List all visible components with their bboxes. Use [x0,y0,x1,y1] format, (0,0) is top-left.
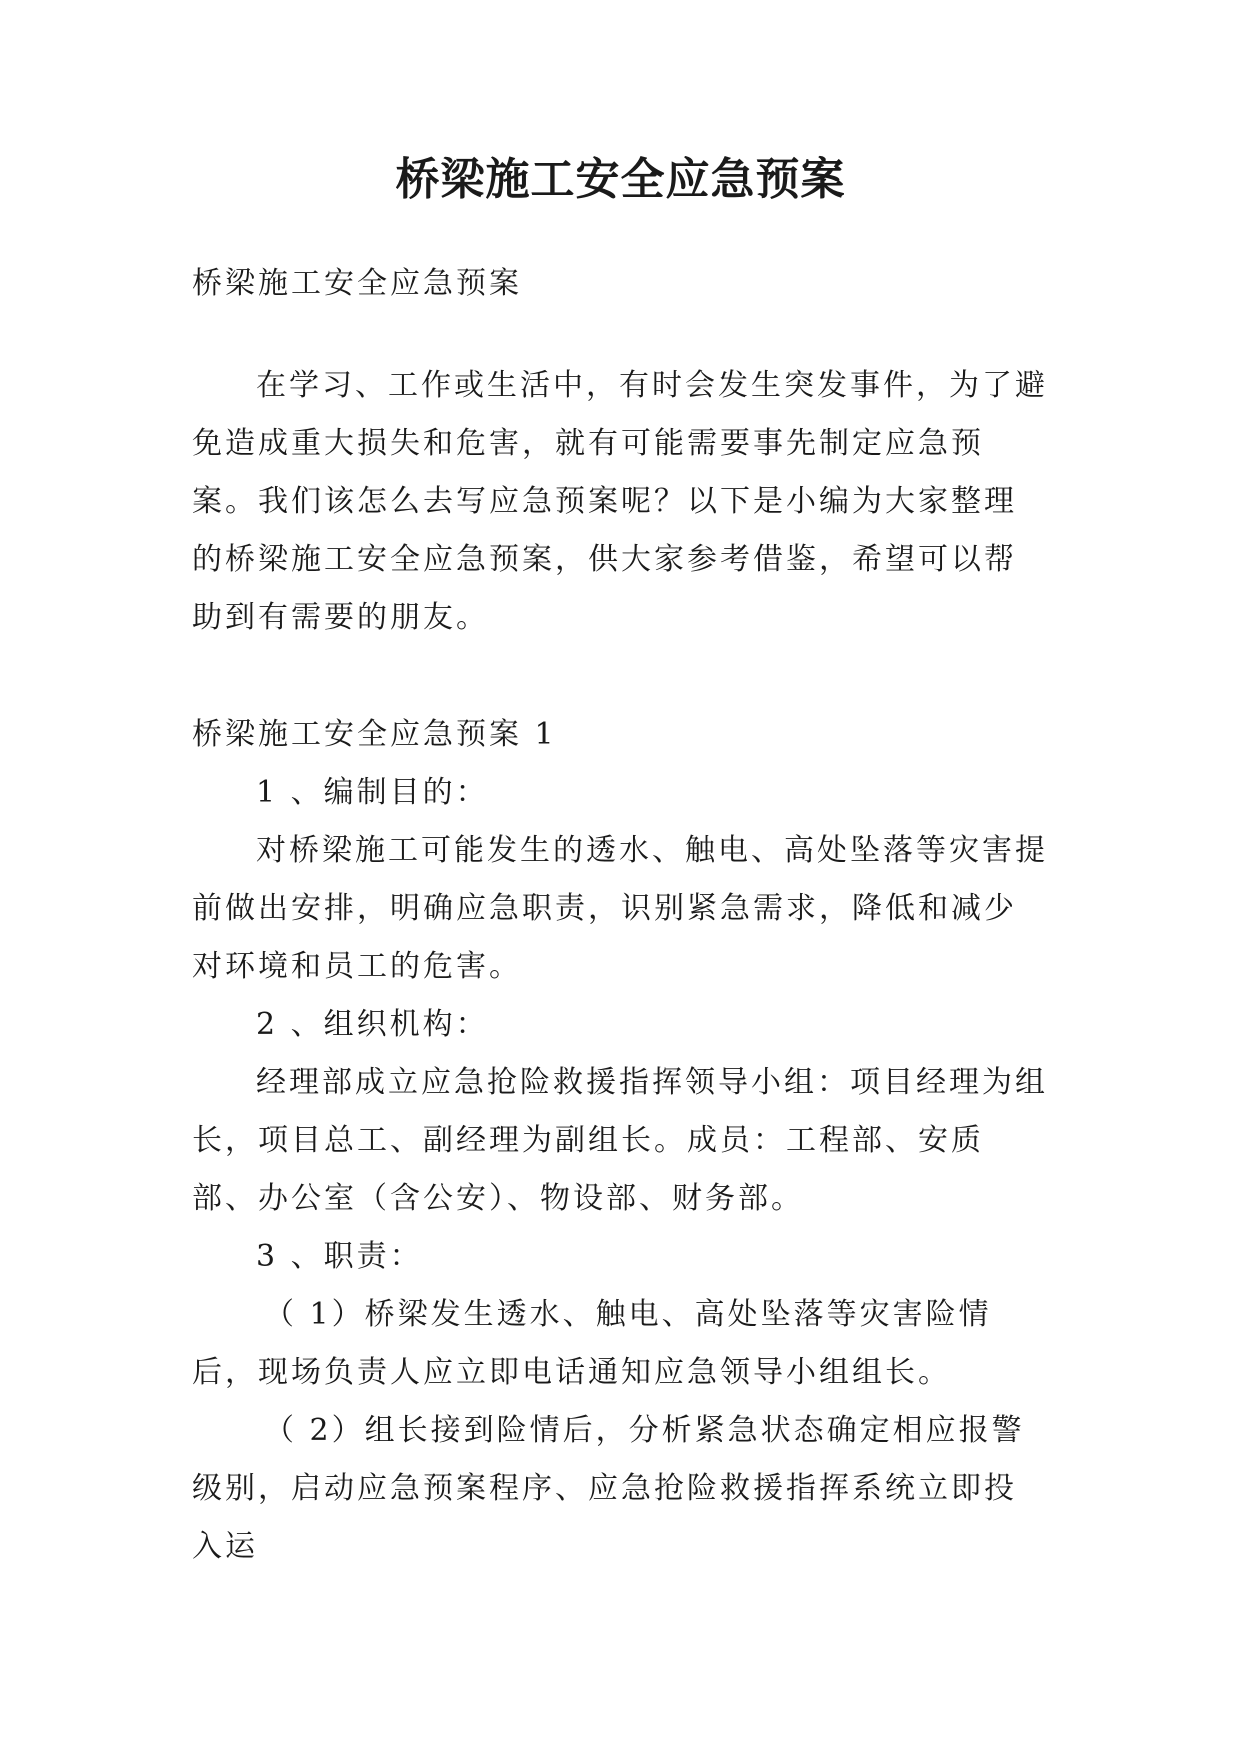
intro-paragraph: 在学习、工作或生活中，有时会发生突发事件，为了避免造成重大损失和危害，就有可能需要事先制定应急预案。我们该怎么去写应急预案呢？以下是小编为大家整理的桥梁施工安全应急预案，供大家参考借鉴，希望可以帮助到有需要的朋友。 [192,368,1048,635]
document-title: 桥梁施工安全应急预案 [395,154,846,205]
document-subtitle: 桥梁施工安全应急预案 [192,266,522,301]
item-heading-purpose: 1 、编制目的： [256,775,489,810]
duties-paragraph-2: （ 2）组长接到险情后，分析紧急状态确定相应报警级别，启动应急预案程序、应急抢险救援指挥系统立即投入运 [192,1413,1025,1564]
item-text-purpose: 对桥梁施工可能发生的透水、触电、高处坠落等灾害提前做出安排，明确应急职责，识别紧急需求，降低和减少对环境和员工的危害。 [192,833,1048,984]
duties-paragraph-1: （ 1）桥梁发生透水、触电、高处坠落等灾害险情后，现场负责人应立即电话通知应急领导小组组长。 [192,1297,992,1390]
item-heading-duties: 3 、职责： [256,1239,423,1274]
section-heading: 桥梁施工安全应急预案 1 [192,717,557,752]
item-text-organization: 经理部成立应急抢险救援指挥领导小组：项目经理为组长，项目总工、副经理为副组长。成员：工程部、安质部、办公室（含公安）、物设部、财务部。 [192,1065,1048,1216]
item-heading-organization: 2 、组织机构： [256,1007,489,1042]
